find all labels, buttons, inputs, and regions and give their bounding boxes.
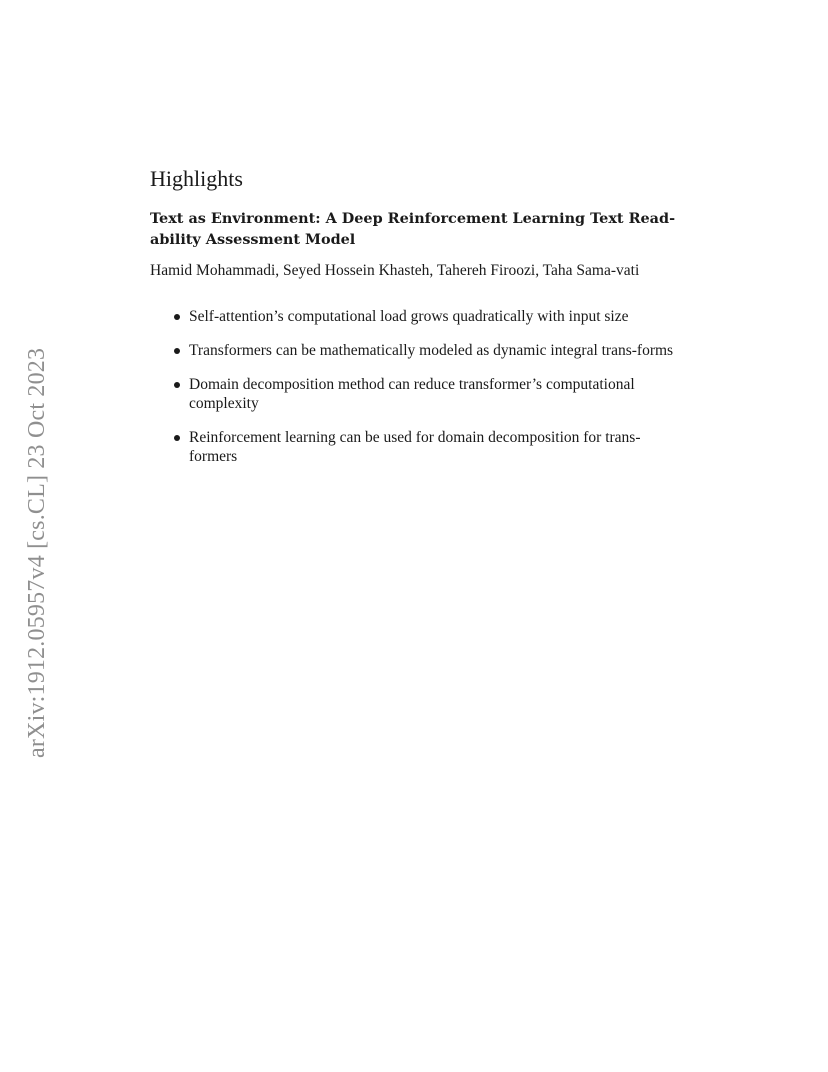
page-heading: Highlights — [150, 166, 243, 191]
highlight-item — [172, 375, 680, 413]
highlight-item — [172, 428, 680, 466]
highlight-text: Domain decomposition method can reduce transformer’s computational complexity — [189, 376, 635, 412]
highlight-text: Transformers can be mathematically modeled as dynamic integral trans-forms — [189, 342, 674, 359]
paper-title: Text as Environment: A Deep Reinforcement Learning Text Read-ability Assessment Model — [150, 210, 676, 248]
bullet-icon — [174, 435, 180, 441]
highlight-item — [172, 307, 680, 326]
bullet-icon — [174, 348, 180, 354]
highlights-list — [150, 307, 680, 466]
highlight-text: Reinforcement learning can be used for domain decomposition for trans-formers — [189, 429, 641, 465]
bullet-icon — [174, 314, 180, 320]
author-list: Hamid Mohammadi, Seyed Hossein Khasteh, Tahereh Firoozi, Taha Sama-vati — [150, 262, 640, 279]
highlight-text: Self-attention’s computational load grows quadratically with input size — [189, 308, 629, 325]
highlights-page — [150, 164, 680, 481]
highlight-item — [172, 341, 680, 360]
arxiv-identifier-stamp — [24, 290, 50, 758]
arxiv-identifier-text: arXiv:1912.05957v4 [cs.CL] 23 Oct 2023 — [24, 347, 50, 758]
bullet-icon — [174, 382, 180, 388]
